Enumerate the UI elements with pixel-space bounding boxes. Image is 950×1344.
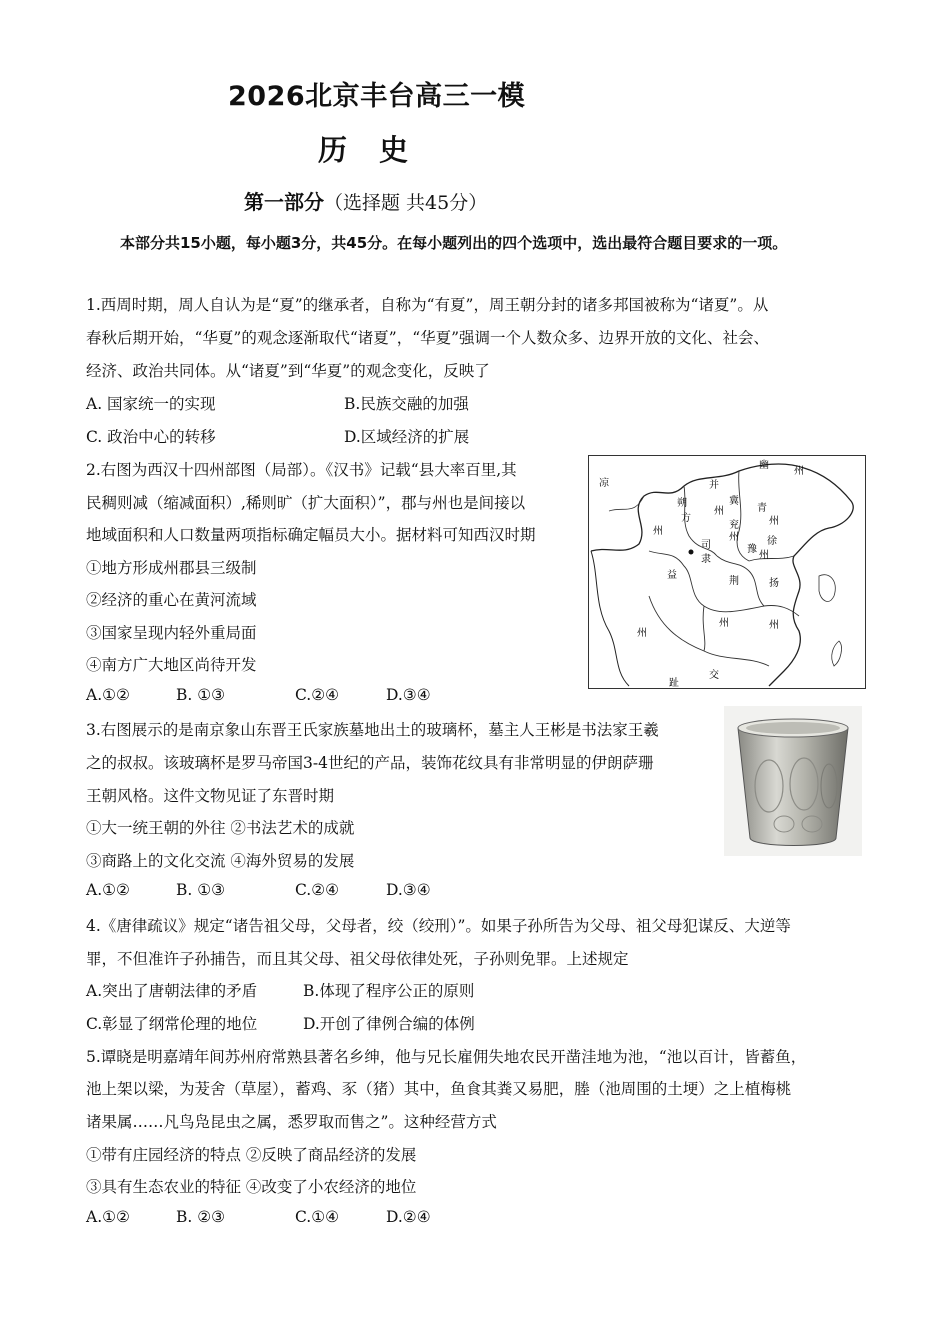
q3-option-b: B. ①③ xyxy=(176,881,226,899)
q3-option-c: C.②④ xyxy=(295,881,340,899)
map-label: 方 xyxy=(681,513,691,524)
q4-option-a: A.突出了唐朝法律的矛盾 xyxy=(86,982,258,1000)
map-label: 并 xyxy=(709,480,719,491)
map-label: 州 xyxy=(729,532,739,543)
map-label: 州 xyxy=(794,466,804,477)
q5-option-a: A.①② xyxy=(86,1208,130,1226)
q2-stem-line: 2.右图为西汉十四州部图（局部）。《汉书》记载“县大率百里,其 xyxy=(86,461,517,479)
map-label: 交 xyxy=(709,670,719,681)
q3-option-d: D.③④ xyxy=(386,881,431,899)
map-label: 冀 xyxy=(729,496,739,507)
q5-option-d: D.②④ xyxy=(386,1208,431,1226)
map-label: 荆 xyxy=(729,576,739,587)
q5-option-c: C.①④ xyxy=(295,1208,340,1226)
section-heading xyxy=(244,186,487,215)
map-label: 州 xyxy=(719,618,729,629)
q2-option-a: A.①② xyxy=(86,686,130,704)
q1-stem-line: 经济、政治共同体。从“诸夏”到“华夏”的观念变化，反映了 xyxy=(86,362,490,380)
q4-option-d: D.开创了律例合编的体例 xyxy=(303,1015,475,1033)
glass-cup-illustration xyxy=(724,706,862,856)
map-drawing xyxy=(589,456,865,688)
q1-option-c: C. 政治中心的转移 xyxy=(86,428,216,446)
q4-option-c: C.彰显了纲常伦理的地位 xyxy=(86,1015,258,1033)
q3-option-a: A.①② xyxy=(86,881,130,899)
capital-marker xyxy=(689,550,694,555)
q2-statement-1: ①地方形成州郡县三级制 xyxy=(86,559,257,577)
q3-stem-line: 之的叔叔。该玻璃杯是罗马帝国3-4世纪的产品，装饰花纹具有非常明显的伊朗萨珊 xyxy=(86,754,654,772)
map-label: 豫 xyxy=(747,544,757,555)
map-label: 益 xyxy=(667,570,677,581)
map-label: 兖 xyxy=(729,520,739,531)
q4-option-b: B.体现了程序公正的原则 xyxy=(303,982,475,1000)
q1-stem-line: 1.西周时期，周人自认为是“夏”的继承者，自称为“有夏”，周王朝分封的诸多邦国被称为“诸夏”。从 xyxy=(86,296,769,314)
map-label: 青 xyxy=(757,503,767,514)
glass-cup-photo xyxy=(724,706,862,856)
q1-stem-line: 春秋后期开始，“华夏”的观念逐渐取代“诸夏”，“华夏”强调一个人数众多、边界开放的文化、社会、 xyxy=(86,329,770,347)
map-label: 扬 xyxy=(769,578,779,589)
q2-option-c: C.②④ xyxy=(295,686,340,704)
q2-option-b: B. ①③ xyxy=(176,686,226,704)
map-label: 凉 xyxy=(599,478,609,489)
map-label: 司 xyxy=(701,540,711,551)
q5-stem-line: 5.谭晓是明嘉靖年间苏州府常熟县著名乡绅，他与兄长雇佣失地农民开凿洼地为池，“池以百计，皆蓄鱼， xyxy=(86,1048,807,1066)
q2-statement-3: ③国家呈现内轻外重局面 xyxy=(86,624,257,642)
q3-stem-line: 3.右图展示的是南京象山东晋王氏家族墓地出土的玻璃杯，墓主人王彬是书法家王羲 xyxy=(86,721,659,739)
q2-stem-line: 地域面积和人口数量两项指标确定幅员大小。据材料可知西汉时期 xyxy=(86,526,536,544)
q1-option-b: B.民族交融的加强 xyxy=(344,395,469,413)
map-label: 州 xyxy=(637,628,647,639)
map-label: 趾 xyxy=(669,678,679,688)
map-label: 州 xyxy=(759,550,769,561)
map-label: 州 xyxy=(769,620,779,631)
q5-statement-line: ①带有庄园经济的特点 ②反映了商品经济的发展 xyxy=(86,1146,417,1164)
subject-title: 历史 xyxy=(318,133,441,167)
instructions: 本部分共15小题，每小题3分，共45分。在每小题列出的四个选项中，选出最符合题目要求的一项。 xyxy=(120,234,788,252)
q4-stem-line: 4.《唐律疏议》规定“诸告祖父母，父母者，绞（绞刑）”。如果子孙所告为父母、祖父母犯谋反、大逆等 xyxy=(86,917,791,935)
q2-stem-line: 民稠则减（缩减面积）,稀则旷（扩大面积）”，郡与州也是间接以 xyxy=(86,494,526,512)
map-label: 隶 xyxy=(701,554,711,565)
q2-statement-2: ②经济的重心在黄河流域 xyxy=(86,591,257,609)
q3-statement-line: ①大一统王朝的外往 ②书法艺术的成就 xyxy=(86,819,355,837)
q5-stem-line: 池上架以梁，为茇舍（草屋），蓄鸡、豕（猪）其中，鱼食其粪又易肥，塍（池周围的土埂）之上植梅桃 xyxy=(86,1080,792,1098)
part-detail: （选择题 共45分） xyxy=(324,192,488,214)
q2-statement-4: ④南方广大地区尚待开发 xyxy=(86,656,257,674)
part-label: 第一部分 xyxy=(244,190,324,214)
q3-stem-line: 王朝风格。这件文物见证了东晋时期 xyxy=(86,787,335,805)
q3-statement-line: ③商路上的文化交流 ④海外贸易的发展 xyxy=(86,852,355,870)
map-label: 州 xyxy=(653,526,663,537)
q1-option-a: A. 国家统一的实现 xyxy=(86,395,216,413)
q2-option-d: D.③④ xyxy=(386,686,431,704)
q1-option-d: D.区域经济的扩展 xyxy=(344,428,470,446)
western-han-map xyxy=(588,455,866,689)
q5-option-b: B. ②③ xyxy=(176,1208,226,1226)
map-label: 朔 xyxy=(677,498,687,509)
q5-statement-line: ③具有生态农业的特征 ④改变了小农经济的地位 xyxy=(86,1178,417,1196)
map-label: 州 xyxy=(769,516,779,527)
map-label: 徐 xyxy=(767,536,777,547)
q5-stem-line: 诸果属……凡鸟凫昆虫之属，悉罗取而售之”。这种经营方式 xyxy=(86,1113,497,1131)
q4-stem-line: 罪，不但准许子孙捕告，而且其父母、祖父母依律处死，子孙则免罪。上述规定 xyxy=(86,950,629,968)
exam-title: 2026北京丰台高三一模 xyxy=(228,81,526,112)
map-label: 幽 xyxy=(759,460,769,471)
map-label: 州 xyxy=(714,506,724,517)
